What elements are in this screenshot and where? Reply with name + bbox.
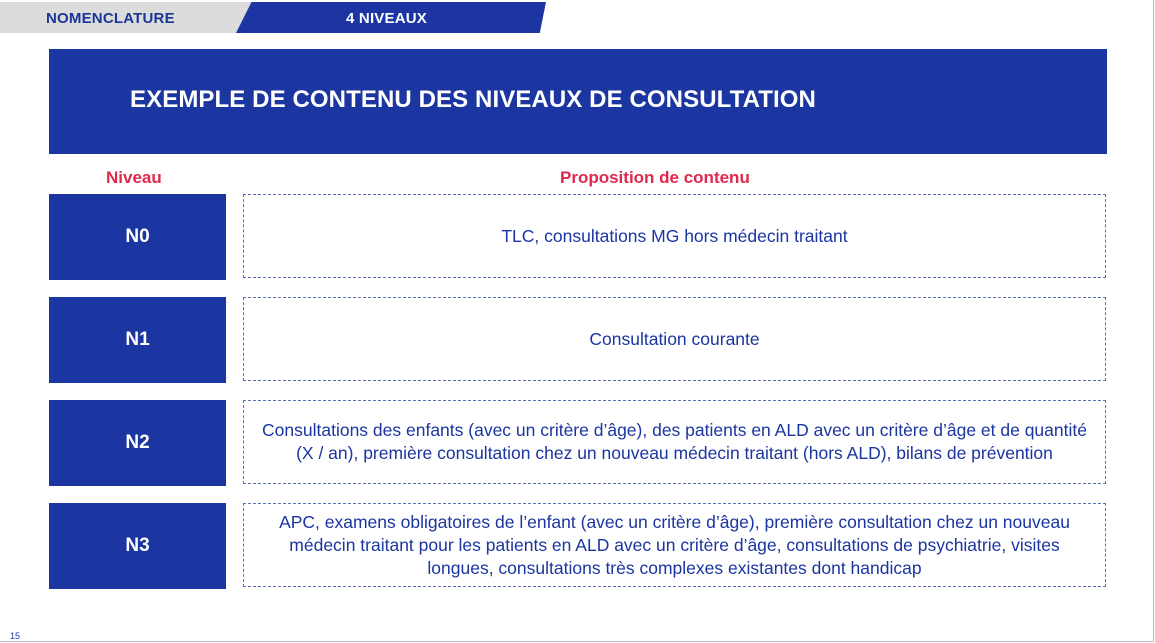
level-badge-n3: N3 (49, 503, 226, 589)
level-badge-n2: N2 (49, 400, 226, 486)
level-badge-n1: N1 (49, 297, 226, 383)
level-content-n3: APC, examens obligatoires de l’enfant (avec un critère d’âge), première consultation chez un nouveau médecin traitant pour les patients en ALD avec un critère d’âge, consultations de psychiatrie, visites longues, consultations très complexes existantes dont handicap (243, 503, 1106, 587)
column-header-content: Proposition de contenu (560, 168, 750, 187)
slide-title: EXEMPLE DE CONTENU DES NIVEAUX DE CONSULTATION (130, 86, 816, 113)
level-content-n0: TLC, consultations MG hors médecin traitant (243, 194, 1106, 278)
level-badge-n0: N0 (49, 194, 226, 280)
title-banner (49, 49, 1107, 154)
level-content-n1: Consultation courante (243, 297, 1106, 381)
level-content-n2: Consultations des enfants (avec un critère d’âge), des patients en ALD avec un critère d’âge et de quantité (X / an), première consultation chez un nouveau médecin traitant (hors ALD), bilans de prévention (243, 400, 1106, 484)
column-header-level: Niveau (106, 168, 162, 187)
page-number: 15 (10, 631, 21, 641)
section-tab-label: NOMENCLATURE (46, 10, 175, 27)
subsection-tab-label: 4 NIVEAUX (346, 10, 427, 27)
